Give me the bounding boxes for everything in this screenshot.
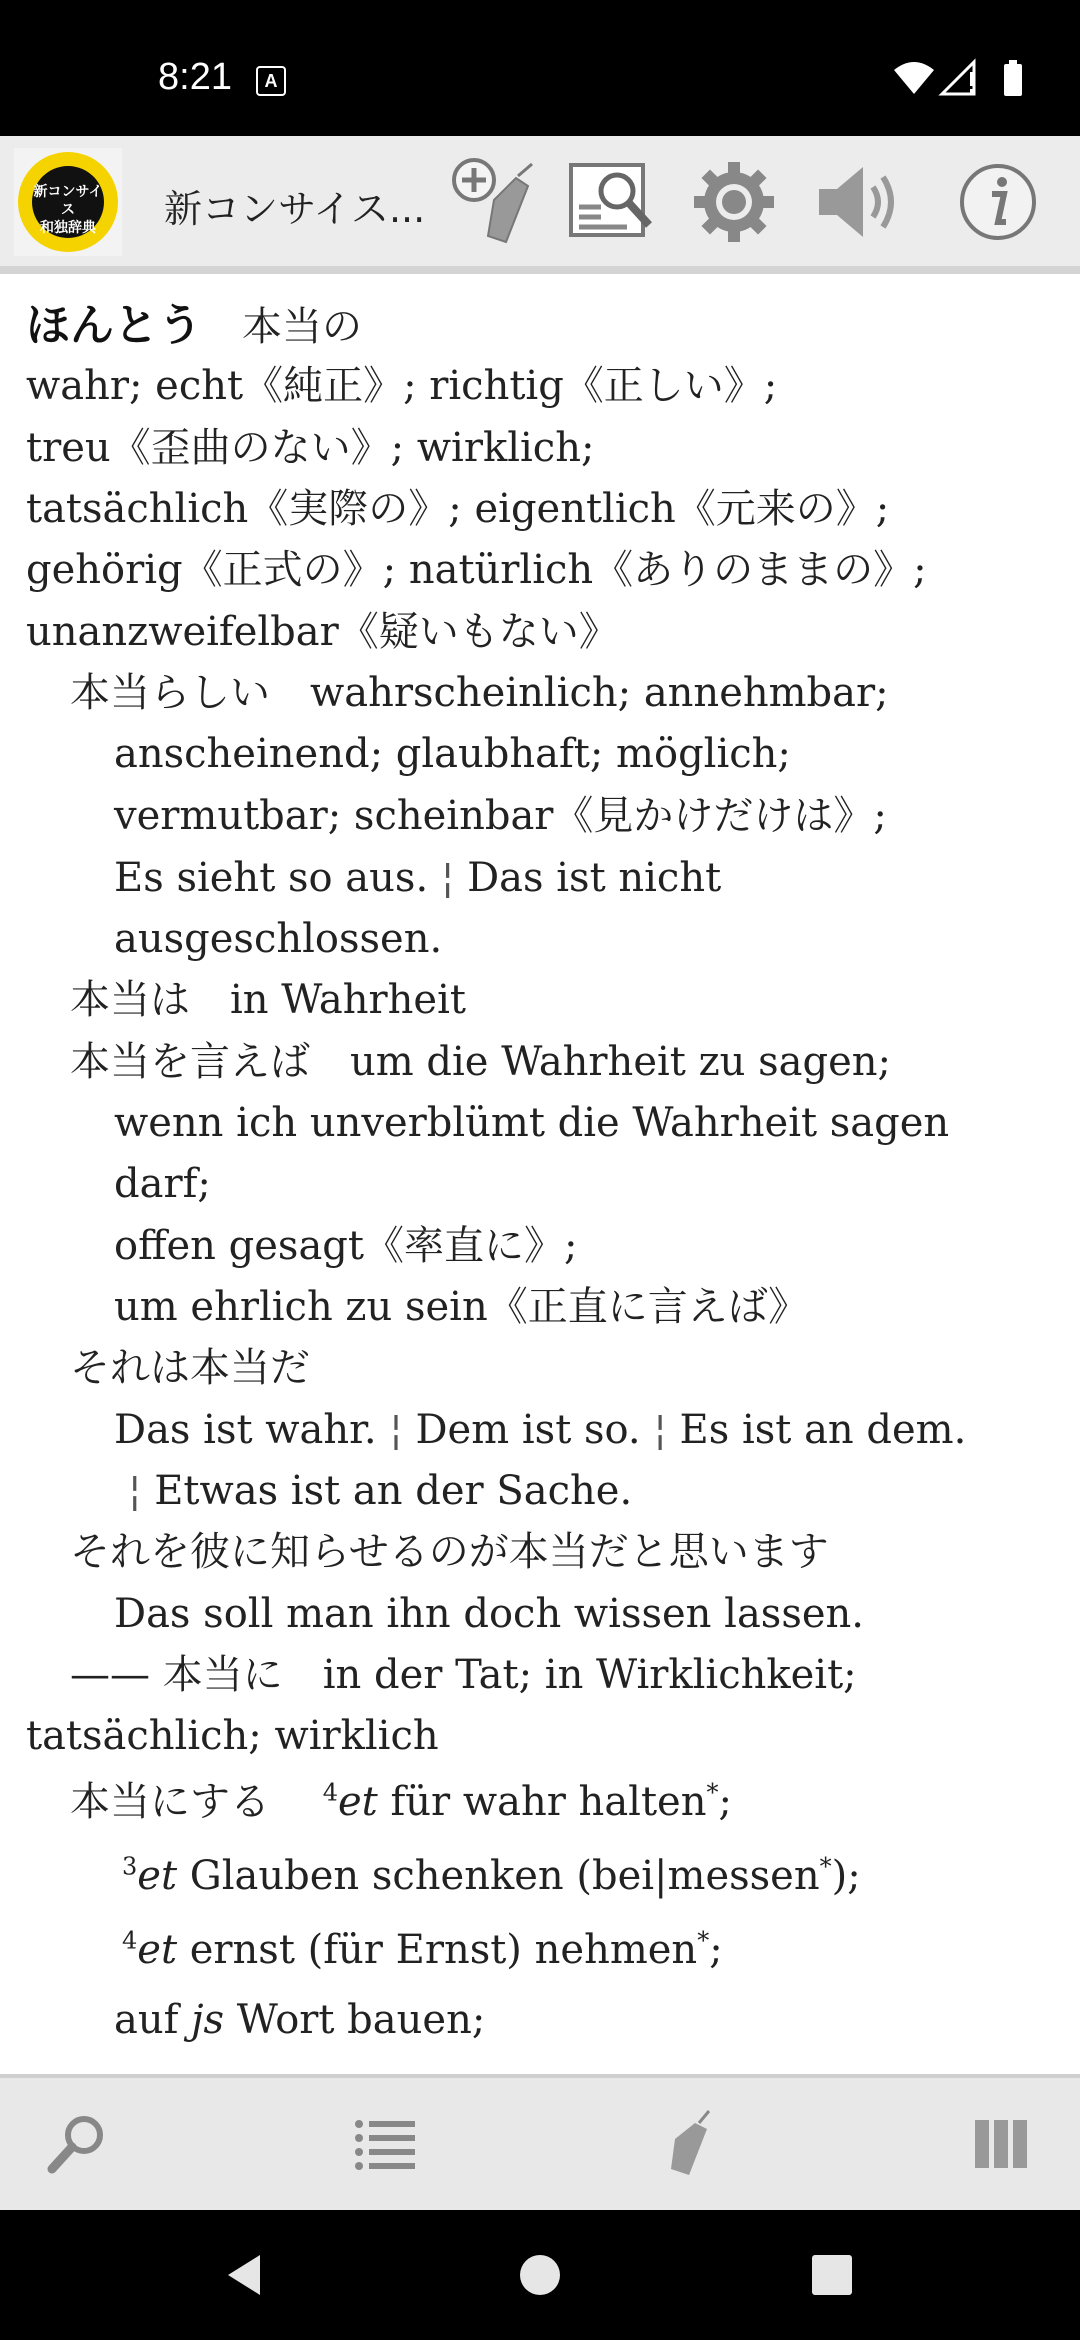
example-sentence: Das ist nicht — [467, 855, 722, 901]
phrase-de: für wahr halten — [377, 1779, 707, 1825]
et: et — [137, 1853, 178, 1899]
separator: ¦ — [389, 1407, 403, 1453]
speaker-button[interactable] — [808, 154, 904, 250]
columns-icon — [973, 2116, 1029, 2172]
speaker-icon — [811, 157, 901, 247]
entry-line: Das soll man ihn doch wissen lassen. — [114, 1591, 864, 1637]
gear-icon — [690, 158, 778, 246]
entry-line — [122, 1922, 723, 1978]
entry-line: それは本当だ — [70, 1345, 310, 1391]
phrase: 本当に in der Tat; in Wirklichkeit; — [162, 1652, 857, 1698]
search-button[interactable] — [32, 2102, 122, 2186]
info-button[interactable] — [950, 154, 1046, 250]
entry-line — [70, 1774, 732, 1830]
entry-line: um ehrlich zu sein《正直に言えば》 — [114, 1284, 809, 1330]
et: et — [338, 1779, 378, 1825]
status-bar — [0, 0, 1080, 136]
entry-line: 本当らしい wahrscheinlich; annehmbar; — [70, 670, 889, 716]
entry-headword: ほんとう — [26, 300, 202, 351]
entry-line: tatsächlich《実際の》; eigentlich《元来の》; — [26, 486, 890, 532]
nav-home-button[interactable] — [510, 2245, 570, 2305]
search-icon — [42, 2109, 112, 2179]
entry-line: vermutbar; scheinbar《見かけだけは》; — [114, 793, 887, 839]
entry-line: ausgeschlossen. — [114, 916, 443, 962]
wifi-icon — [894, 62, 934, 94]
navigation-bar — [0, 2210, 1080, 2340]
entry-line — [128, 1463, 632, 1519]
entry-line: gehörig《正式の》; natürlich《ありのままの》; — [26, 547, 927, 593]
status-icons — [890, 58, 1040, 98]
status-time: 8:21 — [158, 56, 232, 98]
case-number: 4 — [322, 1778, 338, 1807]
entry-kanji: 本当の — [242, 304, 362, 350]
entry-headword-line — [26, 298, 362, 355]
list-button[interactable] — [340, 2102, 430, 2186]
list-icon — [353, 2116, 417, 2172]
settings-button[interactable] — [686, 154, 782, 250]
example-sentence: Das ist wahr. — [114, 1407, 377, 1453]
entry-line: wahr; echt《純正》; richtig《正しい》; — [26, 363, 778, 409]
irregular-mark: * — [706, 1778, 719, 1807]
et: et — [137, 1927, 178, 1973]
example-sentence: Dem ist so. — [415, 1407, 641, 1453]
punct: ; — [718, 1779, 732, 1825]
punct: ); — [831, 1853, 861, 1899]
status-a-icon: A — [256, 66, 286, 96]
separator: ¦ — [440, 855, 455, 901]
separator: ¦ — [653, 1407, 667, 1453]
bookmark-button[interactable] — [650, 2102, 740, 2186]
logo-line-1: 新コンサイス — [33, 184, 103, 218]
app-title[interactable]: 新コンサイス... — [164, 187, 426, 231]
back-icon — [220, 2251, 268, 2299]
home-icon — [516, 2251, 564, 2299]
add-bookmark-button[interactable] — [446, 154, 542, 250]
entry-line: wenn ich unverblümt die Wahrheit sagen — [114, 1100, 950, 1146]
phrase-jp: 本当にする — [70, 1779, 270, 1825]
entry-line — [114, 850, 721, 906]
irregular-mark: * — [697, 1926, 710, 1955]
entry-line: unanzweifelbar《疑いもない》 — [26, 609, 619, 655]
logo-line-2: 和独辞典 — [40, 220, 96, 236]
punct: ; — [709, 1927, 723, 1973]
signal-icon — [942, 62, 974, 94]
dash: —— — [70, 1652, 150, 1698]
entry-line: anscheinend; glaubhaft; möglich; — [114, 731, 791, 777]
phrase-de: Wort bauen; — [224, 1997, 486, 2043]
js: js — [191, 1997, 225, 2043]
irregular-mark: * — [819, 1852, 832, 1881]
case-number: 4 — [122, 1926, 138, 1955]
entry-line: 本当を言えば um die Wahrheit zu sagen; — [70, 1039, 892, 1085]
info-icon — [956, 160, 1040, 244]
nav-back-button[interactable] — [214, 2245, 274, 2305]
nav-recents-button[interactable] — [802, 2245, 862, 2305]
entry-line — [122, 1848, 861, 1904]
case-number: 3 — [122, 1852, 138, 1881]
bottom-toolbar — [0, 2074, 1080, 2210]
app-logo[interactable] — [14, 148, 122, 256]
bookmark-add-icon — [448, 156, 540, 248]
search-screen-button[interactable] — [564, 154, 660, 250]
entry-line: tatsächlich; wirklich — [26, 1713, 439, 1759]
entry-line: treu《歪曲のない》; wirklich; — [26, 425, 595, 471]
example-sentence: Etwas ist an der Sache. — [154, 1468, 633, 1514]
battery-icon — [1004, 64, 1022, 96]
phrase-de: Glauben schenken (bei|messen — [177, 1853, 820, 1899]
dictionary-entry[interactable] — [0, 274, 1080, 2074]
search-screen-icon — [567, 157, 657, 247]
entry-line — [114, 1992, 485, 2048]
separator: ¦ — [128, 1468, 142, 1514]
entry-line — [70, 1647, 857, 1703]
example-sentence: Es sieht so aus. — [114, 855, 429, 901]
entry-line: offen gesagt《率直に》; — [114, 1223, 578, 1269]
phrase-de: auf — [114, 1997, 192, 2043]
phrase-de: ernst (für Ernst) nehmen — [177, 1927, 698, 1973]
bookmark-icon — [665, 2109, 725, 2179]
example-sentence: Es ist an dem. — [679, 1407, 967, 1453]
entry-line — [114, 1402, 966, 1458]
recents-icon — [808, 2251, 856, 2299]
columns-button[interactable] — [956, 2102, 1046, 2186]
entry-line: それを彼に知らせるのが本当だと思います — [70, 1529, 829, 1575]
entry-line: 本当は in Wahrheit — [70, 977, 466, 1023]
entry-line: darf; — [114, 1161, 211, 1207]
app-bar — [0, 136, 1080, 274]
